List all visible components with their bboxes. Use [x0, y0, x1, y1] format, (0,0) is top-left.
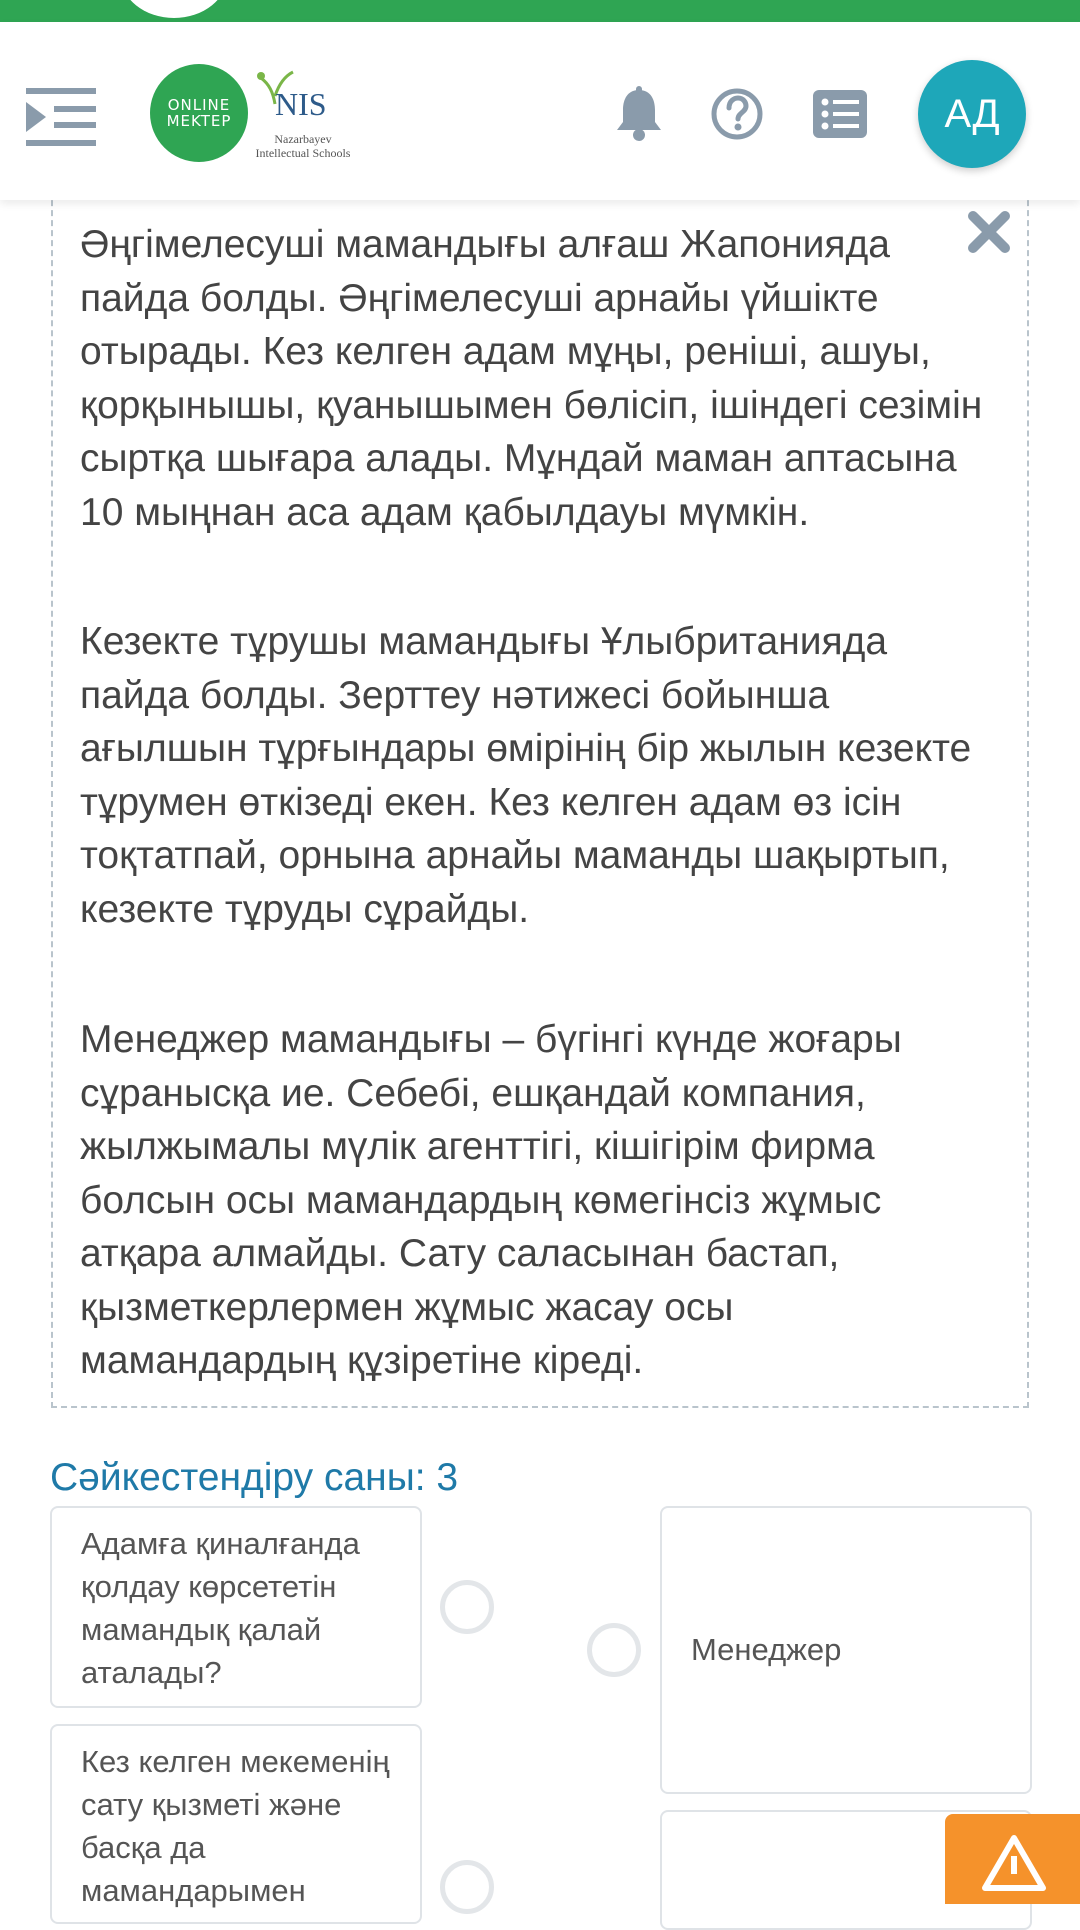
bell-icon [613, 86, 665, 142]
answer-text: Менеджер [691, 1632, 842, 1667]
avatar-initials: АД [944, 91, 1000, 136]
question-text: Адамға қиналғанда қолдау көрсететін мамандық қалай аталады? [81, 1526, 360, 1690]
question-text: Кез келген мекеменің сату қызметі және басқа да мамандарымен [81, 1744, 390, 1908]
warning-icon [979, 1832, 1049, 1892]
menu-button[interactable] [24, 80, 100, 152]
reading-paragraph: Менеджер мамандығы – бүгінгі күнде жоғары сұранысқа ие. Себебі, ешқандай компания, жылжымалы мүлік агенттігі, кішігірім фирма болсын осы мамандардың көмегінсіз жұмыс атқара алмайды. Сату саласынан бастап, қызметкерлермен жұмыс жасау осы мамандардың құзіретіне кіреді. [80, 1018, 902, 1382]
top-status-bar [0, 0, 1080, 22]
help-button[interactable] [707, 84, 767, 144]
menu-icon [24, 80, 100, 152]
question-card[interactable] [50, 1724, 422, 1924]
reading-paragraph: Әңгімелесуші мамандығы алғаш Жапонияда пайда болды. Әңгімелесуші арнайы үйшікте отырады. Кез келген адам мұңы, реніші, ашуы, қорқынышы, қуанышымен бөлісіп, ішіндегі сезімін сыртқа шығара алады. Мұндай маман аптасына 10 мыңнан аса адам қабылдауы мүмкін. [80, 223, 983, 534]
answer-radio[interactable] [587, 1623, 641, 1677]
close-icon [965, 208, 1013, 256]
nis-wordmark: NIS [275, 86, 327, 122]
answer-card[interactable] [660, 1506, 1032, 1794]
logo-online-line1: ONLINE [167, 96, 231, 114]
list-button[interactable] [810, 84, 870, 144]
report-problem-button[interactable] [945, 1814, 1080, 1904]
help-icon [710, 87, 764, 141]
app-header [0, 22, 1080, 200]
top-bar-bump [120, 0, 228, 18]
user-avatar[interactable] [918, 60, 1026, 168]
online-mektep-logo[interactable] [150, 64, 248, 162]
reading-paragraph: Кезекте тұрушы мамандығы Ұлыбританияда пайда болды. Зерттеу нәтижесі бойынша ағылшын тұрғындары өмірінің бір жылын кезекте тұрумен өткізеді екен. Кез келген адам өз ісін тоқтатпай, орнына арнайы маманды шақыртып, кезекте тұруды сұрайды. [80, 620, 972, 931]
logo-online-line2: MEKTEP [166, 112, 232, 130]
matching-count-title: Сәйкестендіру саны: 3 [50, 1456, 459, 1499]
notifications-button[interactable] [609, 84, 669, 144]
nis-subtitle: Nazarbayev Intellectual Schools [255, 132, 351, 160]
nis-logo [255, 66, 355, 176]
question-card[interactable] [50, 1506, 422, 1708]
close-button[interactable] [965, 208, 1013, 256]
list-icon [813, 90, 867, 138]
question-radio[interactable] [440, 1580, 494, 1634]
question-radio[interactable] [440, 1860, 494, 1914]
